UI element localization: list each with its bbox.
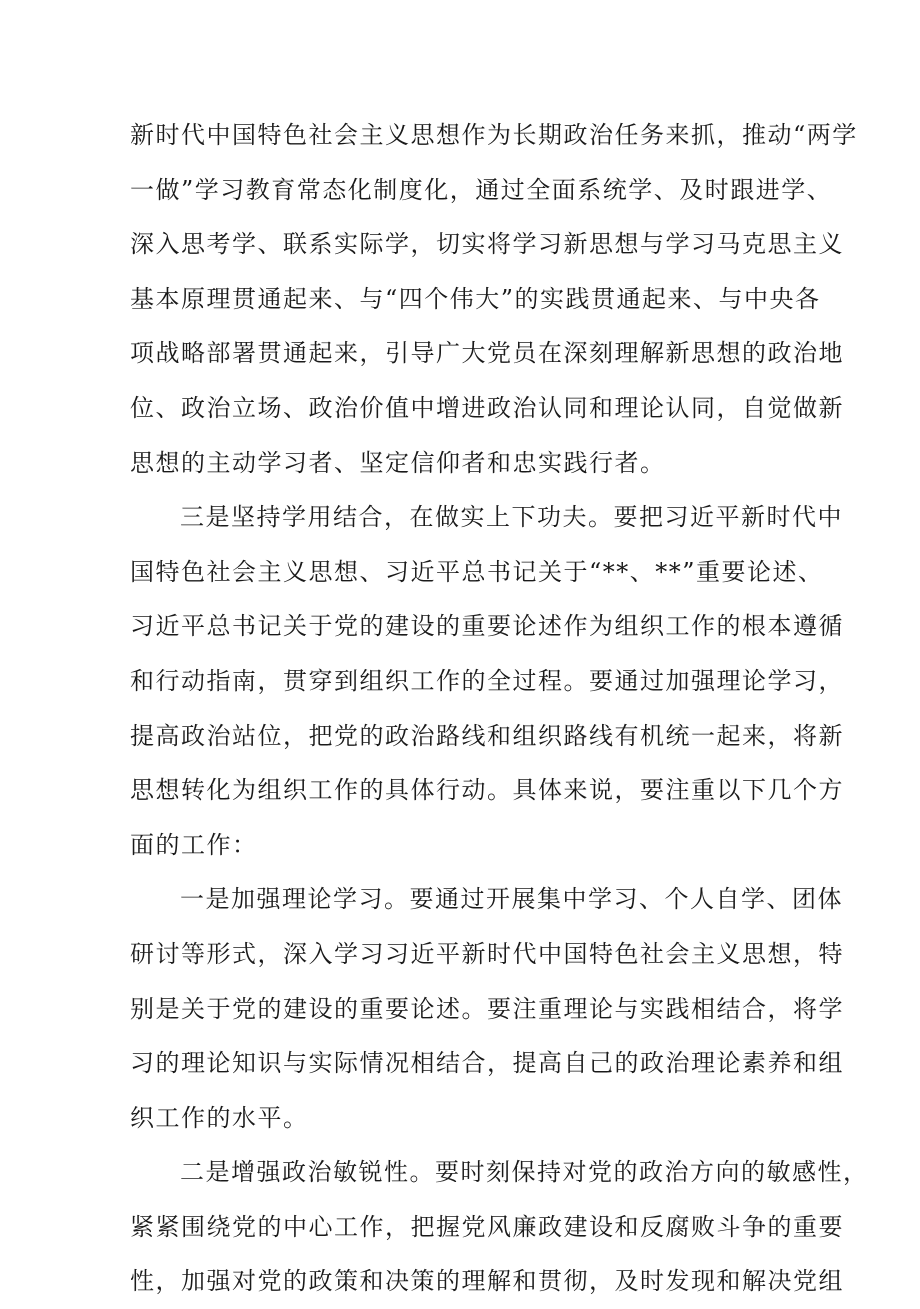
text-line: 和行动指南，贯穿到组织工作的全过程。要通过加强理论学习， (130, 666, 844, 695)
text-line: 研讨等形式，深入学习习近平新时代中国特色社会主义思想，特 (130, 939, 844, 968)
text-line: 习的理论知识与实际情况相结合，提高自己的政治理论素养和组 (130, 1049, 844, 1078)
text-line: 基本原理贯通起来、与“四个伟大”的实践贯通起来、与中央各 (130, 284, 821, 313)
text-line: 别是关于党的建设的重要论述。要注重理论与实践相结合，将学 (130, 994, 844, 1023)
text-line: 项战略部署贯通起来，引导广大党员在深刻理解新思想的政治地 (130, 339, 844, 368)
text-line: 习近平总书记关于党的建设的重要论述作为组织工作的根本遵循 (130, 612, 844, 641)
text-line: 深入思考学、联系实际学，切实将学习新思想与学习马克思主义 (130, 230, 844, 259)
paragraph-first-line: 三是坚持学用结合，在做实上下功夫。要把习近平新时代中 (180, 503, 843, 532)
text-line: 提高政治站位，把党的政治路线和组织路线有机统一起来，将新 (130, 721, 844, 750)
document-body (130, 108, 869, 1309)
paragraph-first-line: 二是增强政治敏锐性。要时刻保持对党的政治方向的敏感性， (180, 1158, 869, 1187)
text-line: 思想转化为组织工作的具体行动。具体来说，要注重以下几个方 (130, 776, 844, 805)
text-line: 性，加强对党的政策和决策的理解和贯彻，及时发现和解决党组 (130, 1267, 844, 1296)
text-line: 织工作的水平。 (130, 1103, 309, 1132)
text-line: 思想的主动学习者、坚定信仰者和忠实践行者。 (130, 448, 666, 477)
text-line: 紧紧围绕党的中心工作，把握党风廉政建设和反腐败斗争的重要 (130, 1212, 844, 1241)
text-line: 一做”学习教育常态化制度化，通过全面系统学、及时跟进学、 (130, 175, 833, 204)
text-line: 面的工作： (130, 830, 258, 859)
text-line: 位、政治立场、政治价值中增进政治认同和理论认同，自觉做新 (130, 393, 844, 422)
text-line: 新时代中国特色社会主义思想作为长期政治任务来抓，推动“两学 (130, 121, 858, 149)
paragraph-first-line: 一是加强理论学习。要通过开展集中学习、个人自学、团体 (180, 885, 843, 914)
text-line: 国特色社会主义思想、习近平总书记关于“**、**”重要论述、 (130, 557, 824, 586)
